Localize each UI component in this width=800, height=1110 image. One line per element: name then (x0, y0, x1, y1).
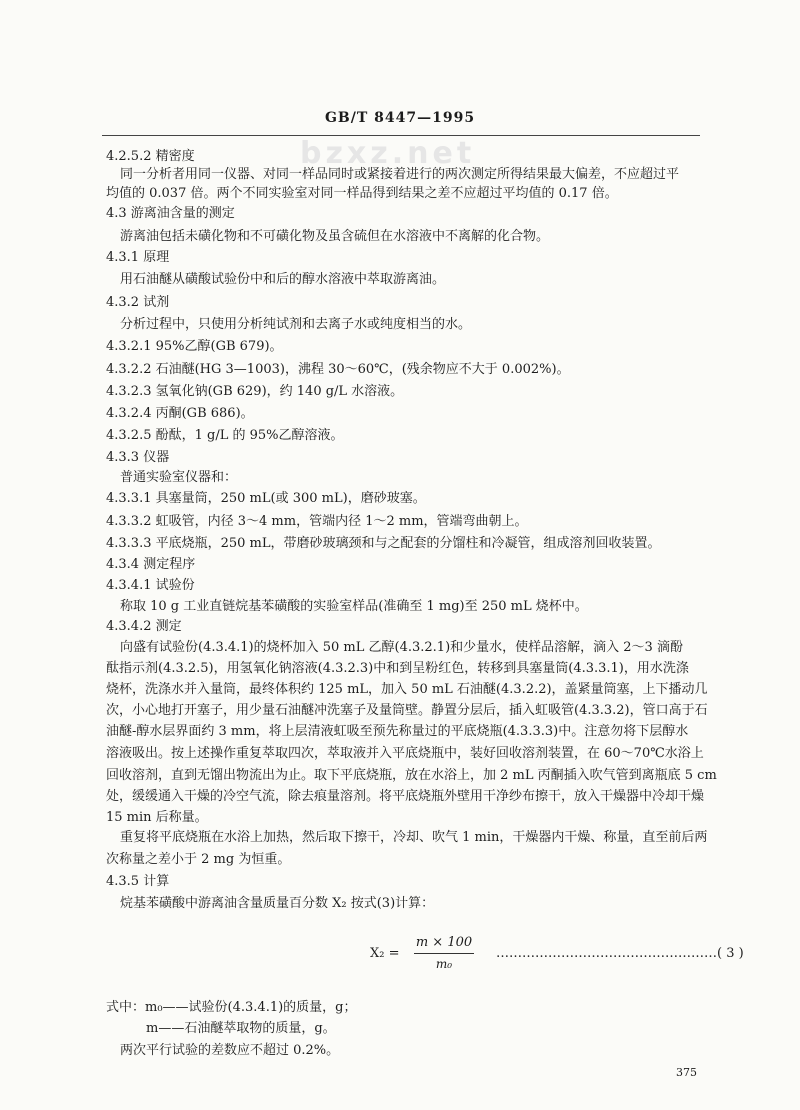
watermark: bzxz.net (300, 136, 476, 171)
text-line: 15 min 后称量。 (106, 810, 208, 825)
text-line: 4.3.4 测定程序 (106, 557, 196, 572)
text-line: 称取 10 g 工业直链烷基苯磺酸的实验室样品(准确至 1 mg)至 250 mL 烧杯中。 (120, 599, 588, 614)
text-line: 分析过程中，只使用分析纯试剂和去离子水或纯度相当的水。 (120, 317, 472, 332)
equation-number: ……………………………………………( 3 ) (496, 946, 744, 961)
text-line: 处，缓缓通入干燥的冷空气流，除去痕量溶剂。将平底烧瓶外壁用干净纱布擦干，放入干燥器中冷却干燥 (106, 789, 705, 804)
formula-numerator: m × 100 (415, 935, 473, 950)
text-line: 4.3.2 试剂 (106, 295, 170, 310)
text-line: 4.2.5.2 精密度 (106, 149, 195, 164)
text-line: 式中：m₀——试验份(4.3.4.1)的质量，g； (106, 1000, 357, 1015)
text-line: 4.3.3.3 平底烧瓶，250 mL，带磨砂玻璃颈和与之配套的分馏柱和冷凝管，组成溶剂回收装置。 (106, 536, 661, 551)
text-line: 向盛有试验份(4.3.4.1)的烧杯加入 50 mL 乙醇(4.3.2.1)和少量水，使样品溶解，滴入 2～3 滴酚 (120, 640, 683, 655)
text-line: 回收溶剂，直到无馏出物流出为止。取下平底烧瓶，放在水浴上，加 2 mL 丙酮插入吹气管到离瓶底 5 cm (106, 768, 717, 783)
text-line: m——石油醚萃取物的质量，g。 (146, 1021, 336, 1036)
text-line: 重复将平底烧瓶在水浴上加热，然后取下擦干，冷却、吹气 1 min，干燥器内干燥、称量，直至前后两 (120, 830, 708, 845)
text-line: 4.3.2.4 丙酮(GB 686)。 (106, 406, 254, 421)
formula-3 (370, 935, 480, 975)
text-line: 游离油包括未磺化物和不可磺化物及虽含硫但在水溶液中不离解的化合物。 (120, 229, 550, 244)
text-line: 烷基苯磺酸中游离油含量质量百分数 X₂ 按式(3)计算： (120, 896, 435, 911)
text-line: 4.3.5 计算 (106, 874, 170, 889)
text-line: 次，小心地打开塞子，用少量石油醚冲洗塞子及量筒壁。静置分层后，插入虹吸管(4.3.3.2)，管口高于石 (106, 703, 708, 718)
text-line: 用石油醚从磺酸试验份中和后的醇水溶液中萃取游离油。 (120, 272, 446, 287)
text-line: 4.3.1 原理 (106, 250, 170, 265)
text-line: 油醚-醇水层界面约 3 mm，将上层清液虹吸至预先称量过的平底烧瓶(4.3.3.3)中。注意勿将下层醇水 (106, 724, 689, 739)
text-line: 4.3.3.2 虹吸管，内径 3～4 mm，管端内径 1～2 mm，管端弯曲朝上。 (106, 514, 528, 529)
formula-lhs: X₂ = (370, 946, 400, 961)
text-line: 4.3 游离油含量的测定 (106, 206, 235, 221)
text-line: 酞指示剂(4.3.2.5)，用氢氧化钠溶液(4.3.2.3)中和到呈粉红色，转移到具塞量筒(4.3.3.1)，用水洗涤 (106, 661, 689, 676)
text-line: 4.3.2.1 95%乙醇(GB 679)。 (106, 339, 283, 354)
text-line: 均值的 0.037 倍。两个不同实验室对同一样品得到结果之差不应超过平均值的 0.17 倍。 (106, 186, 618, 201)
page-number: 375 (676, 1066, 697, 1079)
text-line: 次称量之差小于 2 mg 为恒重。 (106, 852, 291, 867)
text-line: 普通实验室仪器和： (120, 470, 238, 485)
text-line: 溶液吸出。按上述操作重复萃取四次，萃取液并入平底烧瓶中，装好回收溶剂装置，在 60～70℃水浴上 (106, 746, 704, 761)
text-line: 两次平行试验的差数应不超过 0.2%。 (120, 1043, 340, 1058)
formula-denominator: m₀ (435, 957, 453, 971)
page-header: GB/T 8447—1995 (324, 110, 476, 126)
fraction-bar (414, 953, 474, 954)
text-line: 4.3.2.5 酚酞，1 g/L 的 95%乙醇溶液。 (106, 428, 344, 443)
text-line: 4.3.4.2 测定 (106, 619, 182, 634)
text-line: 4.3.2.2 石油醚(HG 3—1003)，沸程 30～60℃，(残余物应不大于 0.002%)。 (106, 362, 570, 377)
text-line: 同一分析者用同一仪器、对同一样品同时或紧接着进行的两次测定所得结果最大偏差，不应超过平 (120, 167, 680, 182)
text-line: 4.3.3.1 具塞量筒，250 mL(或 300 mL)，磨砂玻塞。 (106, 491, 426, 506)
text-line: 烧杯，洗涤水并入量筒，最终体积约 125 mL，加入 50 mL 石油醚(4.3.2.2)，盖紧量筒塞，上下播动几 (106, 682, 708, 697)
text-line: 4.3.4.1 试验份 (106, 578, 195, 593)
text-line: 4.3.3 仪器 (106, 450, 170, 465)
text-line: 4.3.2.3 氢氧化钠(GB 629)，约 140 g/L 水溶液。 (106, 384, 404, 399)
